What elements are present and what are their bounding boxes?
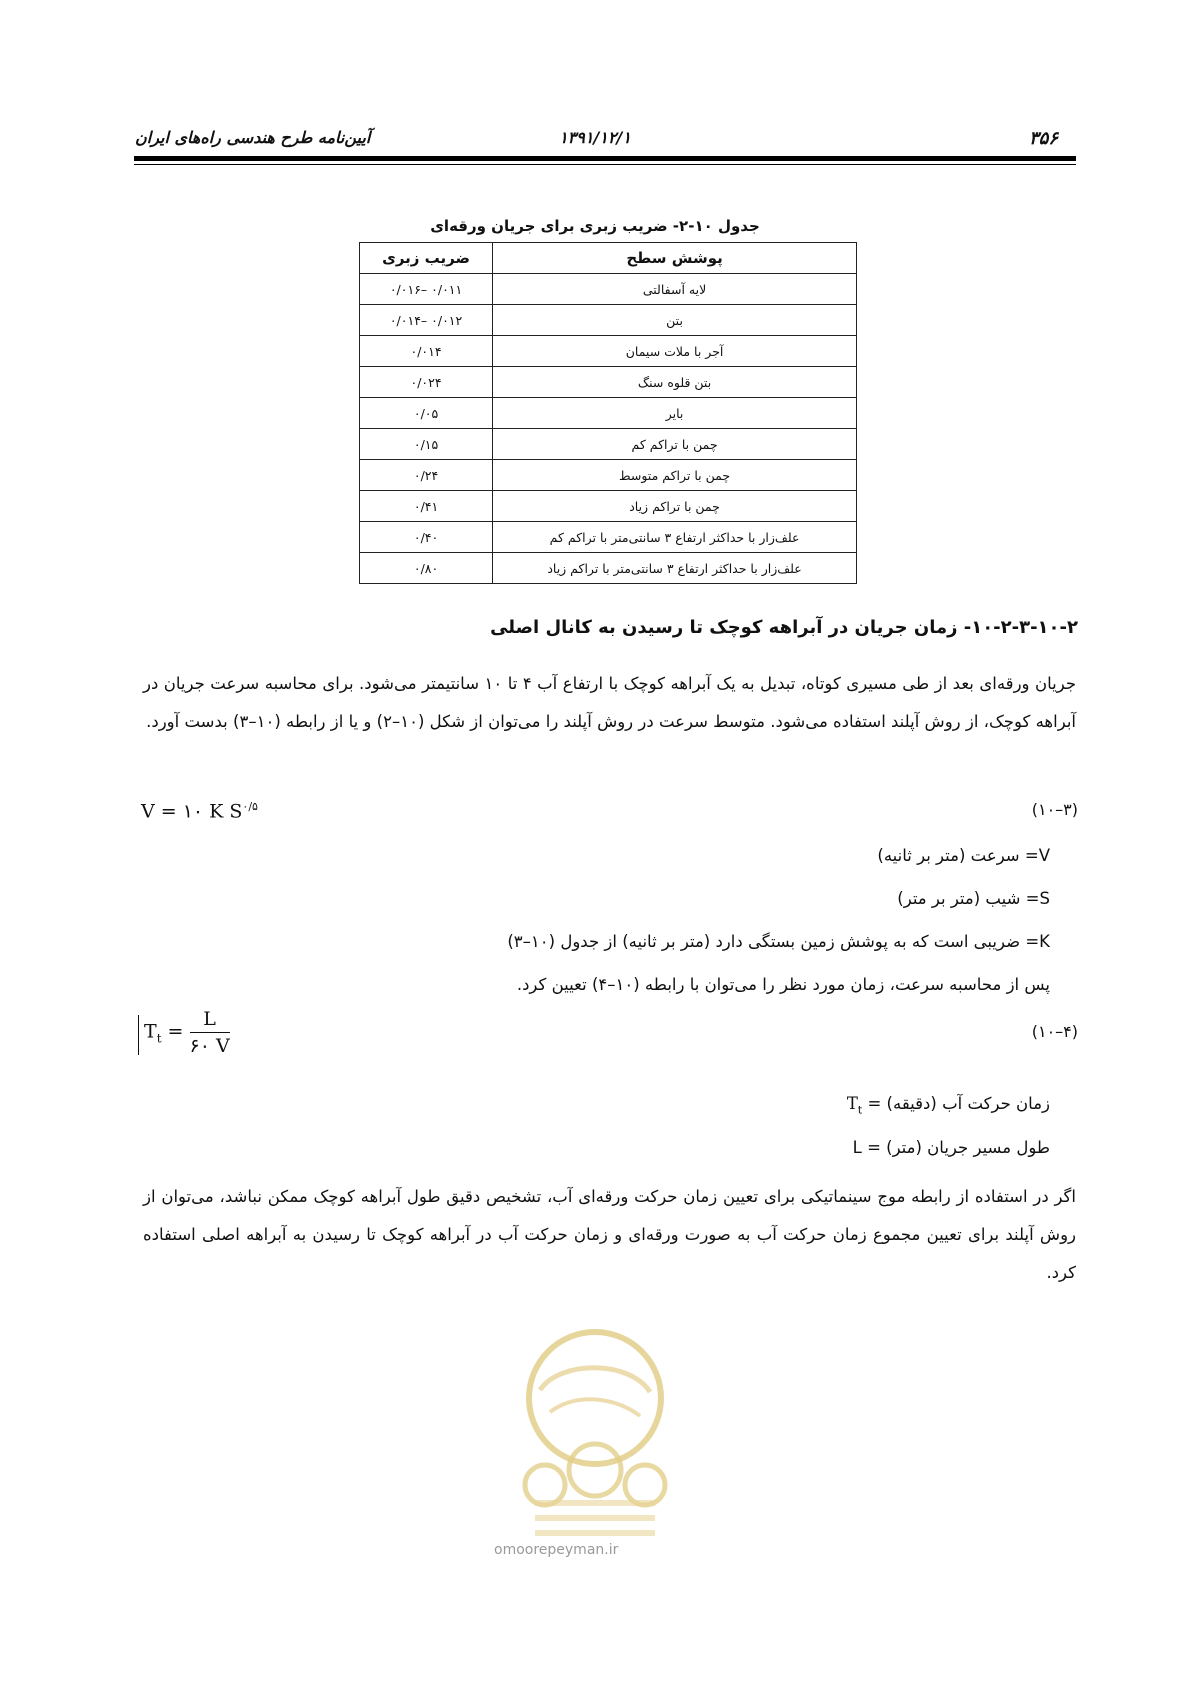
definition-tt-text: زمان حرکت آب (دقیقه) = xyxy=(862,1094,1050,1113)
paragraph-closing: اگر در استفاده از رابطه موج سینماتیکی برای تعیین زمان حرکت ورقه‌ای آب، تشخیص دقیق طول آبراهه کوچک ممکن نباشد، می‌توان از روش آپلند برای تعیین مجموع زمان حرکت آب به صورت ورقه‌ای و زمان حرکت آب در آبراهه کوچک تا رسیدن به آبراهه اصلی استفاده کرد. xyxy=(143,1187,1076,1282)
table-caption: جدول ۱۰-۲- ضریب زبری برای جریان ورقه‌ای xyxy=(430,217,760,235)
cell-surface: بایر xyxy=(493,398,857,429)
definition-l: طول مسیر جریان (متر) = L xyxy=(852,1138,1050,1157)
fraction-denominator: ۶۰ V xyxy=(189,1035,230,1057)
cell-roughness: ۰/۰۲۴ xyxy=(360,367,493,398)
cell-surface: بتن xyxy=(493,305,857,336)
paragraph-intro: جریان ورقه‌ای بعد از طی مسیری کوتاه، تبدیل به یک آبراهه کوچک با ارتفاع آب ۴ تا ۱۰ سانتیمتر می‌شود. برای محاسبه سرعت جریان در آبراهه کوچک، از روش آپلند استفاده می‌شود. متوسط سرعت در روش آپلند را می‌توان از شکل (۱۰–۲) و یا از رابطه (۱۰–۳) بدست آورد. xyxy=(143,674,1077,731)
text-after-k: پس از محاسبه سرعت، زمان مورد نظر را می‌توان با رابطه (۱۰–۴) تعیین کرد. xyxy=(516,975,1050,994)
header-rule xyxy=(134,156,1076,161)
equation-bar xyxy=(138,1015,139,1055)
cell-roughness: ۰/۰۱۴ xyxy=(360,336,493,367)
cell-roughness: ۰/۲۴ xyxy=(360,460,493,491)
table-row xyxy=(360,553,857,584)
cell-roughness: ۰/۰۱۱ –۰/۰۱۶ xyxy=(360,274,493,305)
definition-k: K= ضریبی است که به پوشش زمین بستگی دارد (متر بر ثانیه) از جدول (۱۰–۳) xyxy=(507,932,1050,951)
header-surface: پوشش سطح xyxy=(493,243,857,274)
velocity-equation xyxy=(141,800,258,822)
cell-surface: علف‌زار با حداکثر ارتفاع ۳ سانتی‌متر با تراکم زیاد xyxy=(493,553,857,584)
table-row xyxy=(360,398,857,429)
cell-roughness: ۰/۴۰ xyxy=(360,522,493,553)
cell-roughness: ۰/۸۰ xyxy=(360,553,493,584)
velocity-equation-lhs: V = ۱۰ K S xyxy=(141,800,243,823)
table-row xyxy=(360,522,857,553)
time-equation xyxy=(144,1008,230,1057)
page-number: ۳۵۶ xyxy=(1028,128,1058,149)
time-equation-symbol: T xyxy=(144,1020,157,1043)
cell-surface: چمن با تراکم متوسط xyxy=(493,460,857,491)
equation-number-4: (۱۰–۴) xyxy=(1031,1022,1078,1041)
velocity-equation-exponent: ۰/۵ xyxy=(242,800,258,813)
header-rule-thin xyxy=(134,164,1076,165)
table-row xyxy=(360,367,857,398)
table-row xyxy=(360,305,857,336)
definition-tt-subscript: t xyxy=(857,1103,863,1117)
cell-roughness: ۰/۴۱ xyxy=(360,491,493,522)
watermark-logo xyxy=(490,1320,700,1550)
cell-roughness: ۰/۰۱۲ –۰/۰۱۴ xyxy=(360,305,493,336)
table-row xyxy=(360,460,857,491)
table-row xyxy=(360,274,857,305)
time-fraction xyxy=(190,1008,230,1057)
cell-roughness: ۰/۱۵ xyxy=(360,429,493,460)
time-equation-equals: = xyxy=(161,1020,190,1043)
cell-surface: چمن با تراکم کم xyxy=(493,429,857,460)
definition-tt xyxy=(847,1094,1050,1116)
time-equation-subscript: t xyxy=(156,1031,162,1046)
book-title: آیین‌نامه طرح هندسی راه‌های ایران xyxy=(135,128,371,147)
table-row xyxy=(360,336,857,367)
cell-surface: علف‌زار با حداکثر ارتفاع ۳ سانتی‌متر با تراکم کم xyxy=(493,522,857,553)
cell-surface: بتن قلوه سنگ xyxy=(493,367,857,398)
header-date: ۱۳۹۱/۱۲/۱ xyxy=(559,128,631,147)
roughness-table xyxy=(359,242,857,584)
header-roughness: ضریب زبری xyxy=(360,243,493,274)
definition-v: V= سرعت (متر بر ثانیه) xyxy=(877,846,1050,865)
definition-tt-symbol: T xyxy=(846,1094,858,1113)
cell-surface: چمن با تراکم زیاد xyxy=(493,491,857,522)
equation-number-3: (۱۰–۳) xyxy=(1031,800,1078,819)
watermark-url: omoorepeyman.ir xyxy=(494,1542,619,1558)
cell-surface: آجر با ملات سیمان xyxy=(493,336,857,367)
cell-surface: لایه آسفالتی xyxy=(493,274,857,305)
definition-s: S= شیب (متر بر متر) xyxy=(897,889,1050,908)
fraction-numerator: L xyxy=(190,1008,230,1033)
table-header-row xyxy=(360,243,857,274)
cell-roughness: ۰/۰۵ xyxy=(360,398,493,429)
table-row xyxy=(360,491,857,522)
table-row xyxy=(360,429,857,460)
section-heading: ۱۰-۲-۳-۱۰-۲- زمان جریان در آبراهه کوچک تا رسیدن به کانال اصلی xyxy=(490,617,1078,638)
